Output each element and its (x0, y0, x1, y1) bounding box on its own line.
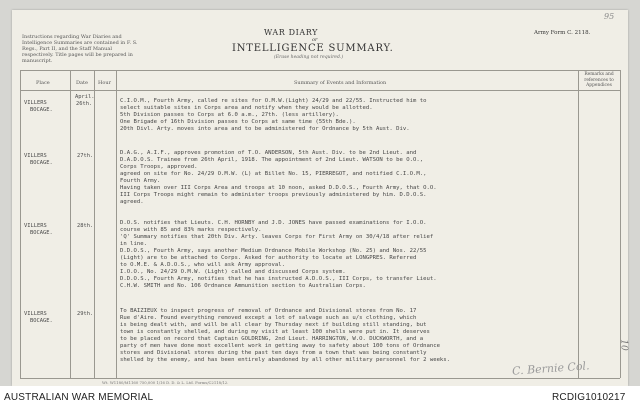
title-erase-note: (Erase heading not required.) (274, 55, 344, 60)
entry-date: 26th. (76, 101, 93, 107)
instructions-note: Instructions regarding War Diaries and Intelligence Summaries are contained in F. S. Regs., Part II, and the Staff Manual respectively. Title pages will be prepared in manuscript. (22, 34, 138, 64)
col-header-remarks: Remarks and references to Appendices (584, 72, 614, 88)
entry-line: is being dealt with, and will be all clear by Thursday next if building still standing, but (120, 322, 427, 328)
entry-line: D.A.G., A.I.F., approves promotion of T.O. ANDERSON, 5th Aust. Div. to be 2nd Lieut. and (120, 150, 417, 156)
entry-line: D.O.S. notifies that Lieuts. C.H. HORNBY and J.D. JONES have passed examinations for I.O.O. (120, 220, 427, 226)
entry-line: (Light) are to be attached to Corps. Asked for authority to locate at LONGPRES. Referred (120, 255, 417, 261)
entry-date: 28th. (77, 223, 94, 229)
table-bottom-rule (20, 378, 620, 379)
entry-line: in line. (120, 241, 147, 247)
title-or: or (312, 37, 318, 43)
entry-line: agreed. (120, 199, 144, 205)
archive-institution: AUSTRALIAN WAR MEMORIAL (4, 392, 154, 403)
entry-line: party of men have done most excellent work in getting away to safety about 100 tons of Ordnance (120, 343, 440, 349)
entry-line: Fourth Army. (120, 178, 161, 184)
entry-line: Rue d'Aire. Found everything removed except a lot of salvage such as u/s clothing, which (120, 315, 417, 321)
entry-line: to O.M.E. & A.D.O.S., who will ask Army approval. (120, 262, 286, 268)
entry-line: course with 85 and 83% marks respectively. (120, 227, 262, 233)
col-header-place: Place (36, 80, 50, 86)
form-reference: Army Form C. 2118. (534, 30, 591, 36)
page-number-pencil: 95 (604, 12, 615, 21)
entry-line: D.A.D.O.S. Trainee from 26th April, 1918. The appointment of 2nd Lieut. WATSON to be O.O., (120, 157, 424, 163)
col-divider-summary (578, 70, 579, 378)
entry-line: III Corps Troops might remain to administer troops previously administered by him. D.D.O.S. (120, 192, 427, 198)
entry-place: VILLERS (24, 223, 47, 229)
entry-line: Corps Troops, approved. (120, 164, 198, 170)
entry-place: VILLERS (24, 153, 47, 159)
entry-line: 20th Divl. Arty. moves into area and to be administered for Ordnance by 5th Aust. Div. (120, 126, 410, 132)
entry-line: select suitable sites in Corps area and notify when they would be allotted. (120, 105, 373, 111)
col-divider-hour (116, 70, 117, 378)
entry-line: town is constantly shelled, and during my visit at least 100 shells were put in. It deserves (120, 329, 430, 335)
entry-line: D.D.O.S., Fourth Army, says another Medium Ordnance Mobile Workshop (No. 25) and Nos. 22/55 (120, 248, 427, 254)
entry-place: VILLERS (24, 100, 47, 106)
col-divider-left (20, 70, 21, 378)
entry-date: 29th. (77, 311, 94, 317)
war-diary-page (12, 10, 628, 386)
entry-line: One Brigade of 16th Division passes to Corps at same time (55th Bde.). (120, 119, 356, 125)
col-header-summary: Summary of Events and Information (294, 80, 387, 86)
entry-line: 'Q' Summary notifies that 20th Div. Arty. leaves Corps for First Army on 30/4/18 after relief (120, 234, 434, 240)
entry-place: BOCAGE. (30, 230, 53, 236)
archive-record-id: RCDIG1010217 (552, 392, 626, 403)
entry-line: stores and Divisional stores during the past ten days from a town that was being constantly (120, 350, 427, 356)
entry-line: I.O.O., No. 24/29 O.M.W. (Light) called and discussed Corps system. (120, 269, 346, 275)
table-top-rule (20, 70, 620, 71)
entry-line: C.H.W. SMITH and No. 106 Ordnance Ammunition section to Australian Corps. (120, 283, 366, 289)
col-header-hour: Hour (98, 80, 111, 86)
entry-line: 5th Division passes to Corps at 6.0 a.m., 27th. (less artillery). (120, 112, 339, 118)
entry-line: shelled by the enemy, and has been entirely abandoned by all other military personnel for 2 weeks. (120, 357, 451, 363)
col-divider-place (70, 70, 71, 378)
col-divider-date (94, 70, 95, 378)
entry-line: D.D.O.S., Fourth Army, notifies that he has instructed A.D.O.S., III Corps, to transfer Lieut. (120, 276, 437, 282)
signature: C. Bernie Col. (511, 359, 590, 378)
entry-date: 27th. (77, 153, 94, 159)
table-header-rule (20, 90, 620, 91)
entry-date: April. (75, 94, 95, 100)
title-war-diary: WAR DIARY (264, 28, 318, 37)
entry-line: Having taken over III Corps Area and troops at 10 noon, asked D.D.O.S., Fourth Army, that O.O. (120, 185, 437, 191)
form-imprint: Wt. W1180/M1160 750,000 1/16 D. D. & L. Ltd. Forms/C2118/12. (102, 380, 229, 385)
entry-line: to be placed on record that Captain GOLDRING, 2nd Lieut. HARRINGTON, W.O. DUCKWORTH, and a (120, 336, 424, 342)
col-header-date: Date (76, 80, 88, 86)
title-intelligence-summary: INTELLIGENCE SUMMARY. (232, 43, 394, 54)
entry-place: BOCAGE. (30, 107, 53, 113)
entry-place: BOCAGE. (30, 318, 53, 324)
margin-number: 10 (618, 339, 629, 351)
entry-line: To BAIZIEUX to inspect progress of removal of Ordnance and Divisional stores from No. 17 (120, 308, 417, 314)
entry-line: C.I.O.M., Fourth Army, called re sites for O.M.W.(Light) 24/29 and 22/55. Instructed him to (120, 98, 427, 104)
entry-line: agreed on site for No. 24/29 O.M.W. (L) at Billet No. 15, PIERREGOT, and notified C.I.O.M., (120, 171, 427, 177)
col-divider-right (620, 70, 621, 378)
entry-place: BOCAGE. (30, 160, 53, 166)
entry-place: VILLERS (24, 311, 47, 317)
